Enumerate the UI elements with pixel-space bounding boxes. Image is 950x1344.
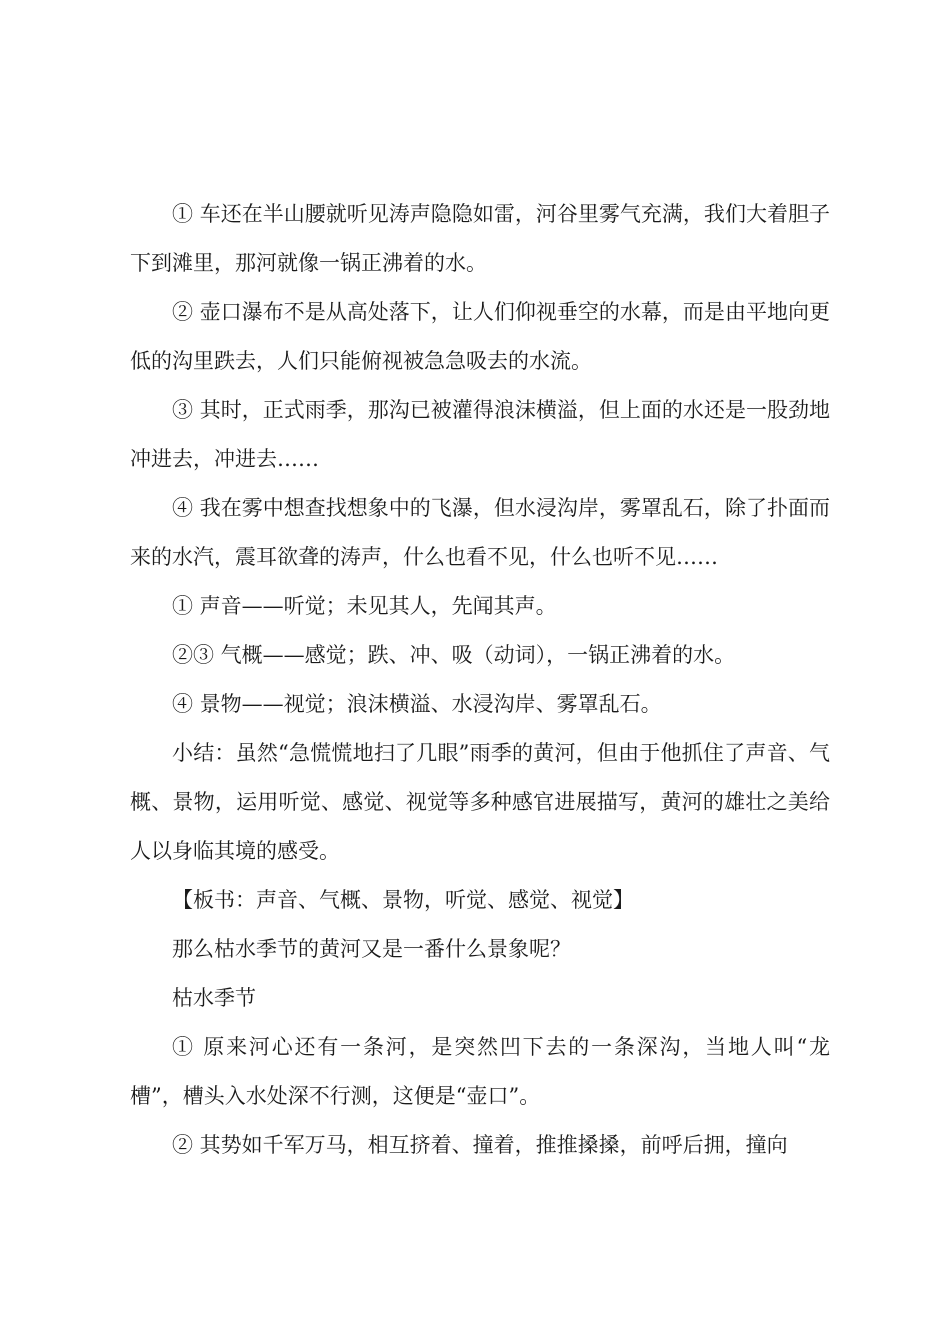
section-heading-dry-season: 枯水季节 [172,986,256,1010]
analysis-scenery: ④ 景物——视觉；浪沫横溢、水浸沟岸、雾罩乱石。 [172,692,662,716]
document-body [130,190,830,1170]
paragraph-rainy-4: ④ 我在雾中想查找想象中的飞瀑，但水浸沟岸，雾罩乱石，除了扑面而来的水汽，震耳欲聋的涛声，什么也看不见，什么也听不见…… [130,496,830,569]
analysis-sound: ① 声音——听觉；未见其人，先闻其声。 [172,594,557,618]
paragraph-rainy-2: ② 壶口瀑布不是从高处落下，让人们仰视垂空的水幕，而是由平地向更低的沟里跌去，人们只能俯视被急急吸去的水流。 [130,300,830,373]
paragraph-rainy-1: ① 车还在半山腰就听见涛声隐隐如雷，河谷里雾气充满，我们大着胆子下到滩里，那河就像一锅正沸着的水。 [130,202,830,275]
paragraph-rainy-3: ③ 其时，正式雨季，那沟已被灌得浪沫横溢，但上面的水还是一股劲地冲进去，冲进去…… [130,398,830,471]
paragraph-dry-2: ② 其势如千军万马，相互挤着、撞着，推推搡搡，前呼后拥，撞向 [172,1133,788,1157]
blackboard-note: 【板书：声音、气概、景物，听觉、感觉、视觉】 [172,888,634,912]
transition-question: 那么枯水季节的黄河又是一番什么景象呢？ [172,937,571,961]
summary-paragraph: 小结：虽然“急慌慌地扫了几眼”雨季的黄河，但由于他抓住了声音、气概、景物，运用听觉、感觉、视觉等多种感官进展描写，黄河的雄壮之美给人以身临其境的感受。 [130,741,830,863]
paragraph-dry-1: ① 原来河心还有一条河，是突然凹下去的一条深沟，当地人叫“龙槽”，槽头入水处深不行测，这便是“壶口”。 [130,1035,830,1108]
analysis-momentum: ②③ 气概——感觉；跌、冲、吸（动词），一锅正沸着的水。 [172,643,736,667]
